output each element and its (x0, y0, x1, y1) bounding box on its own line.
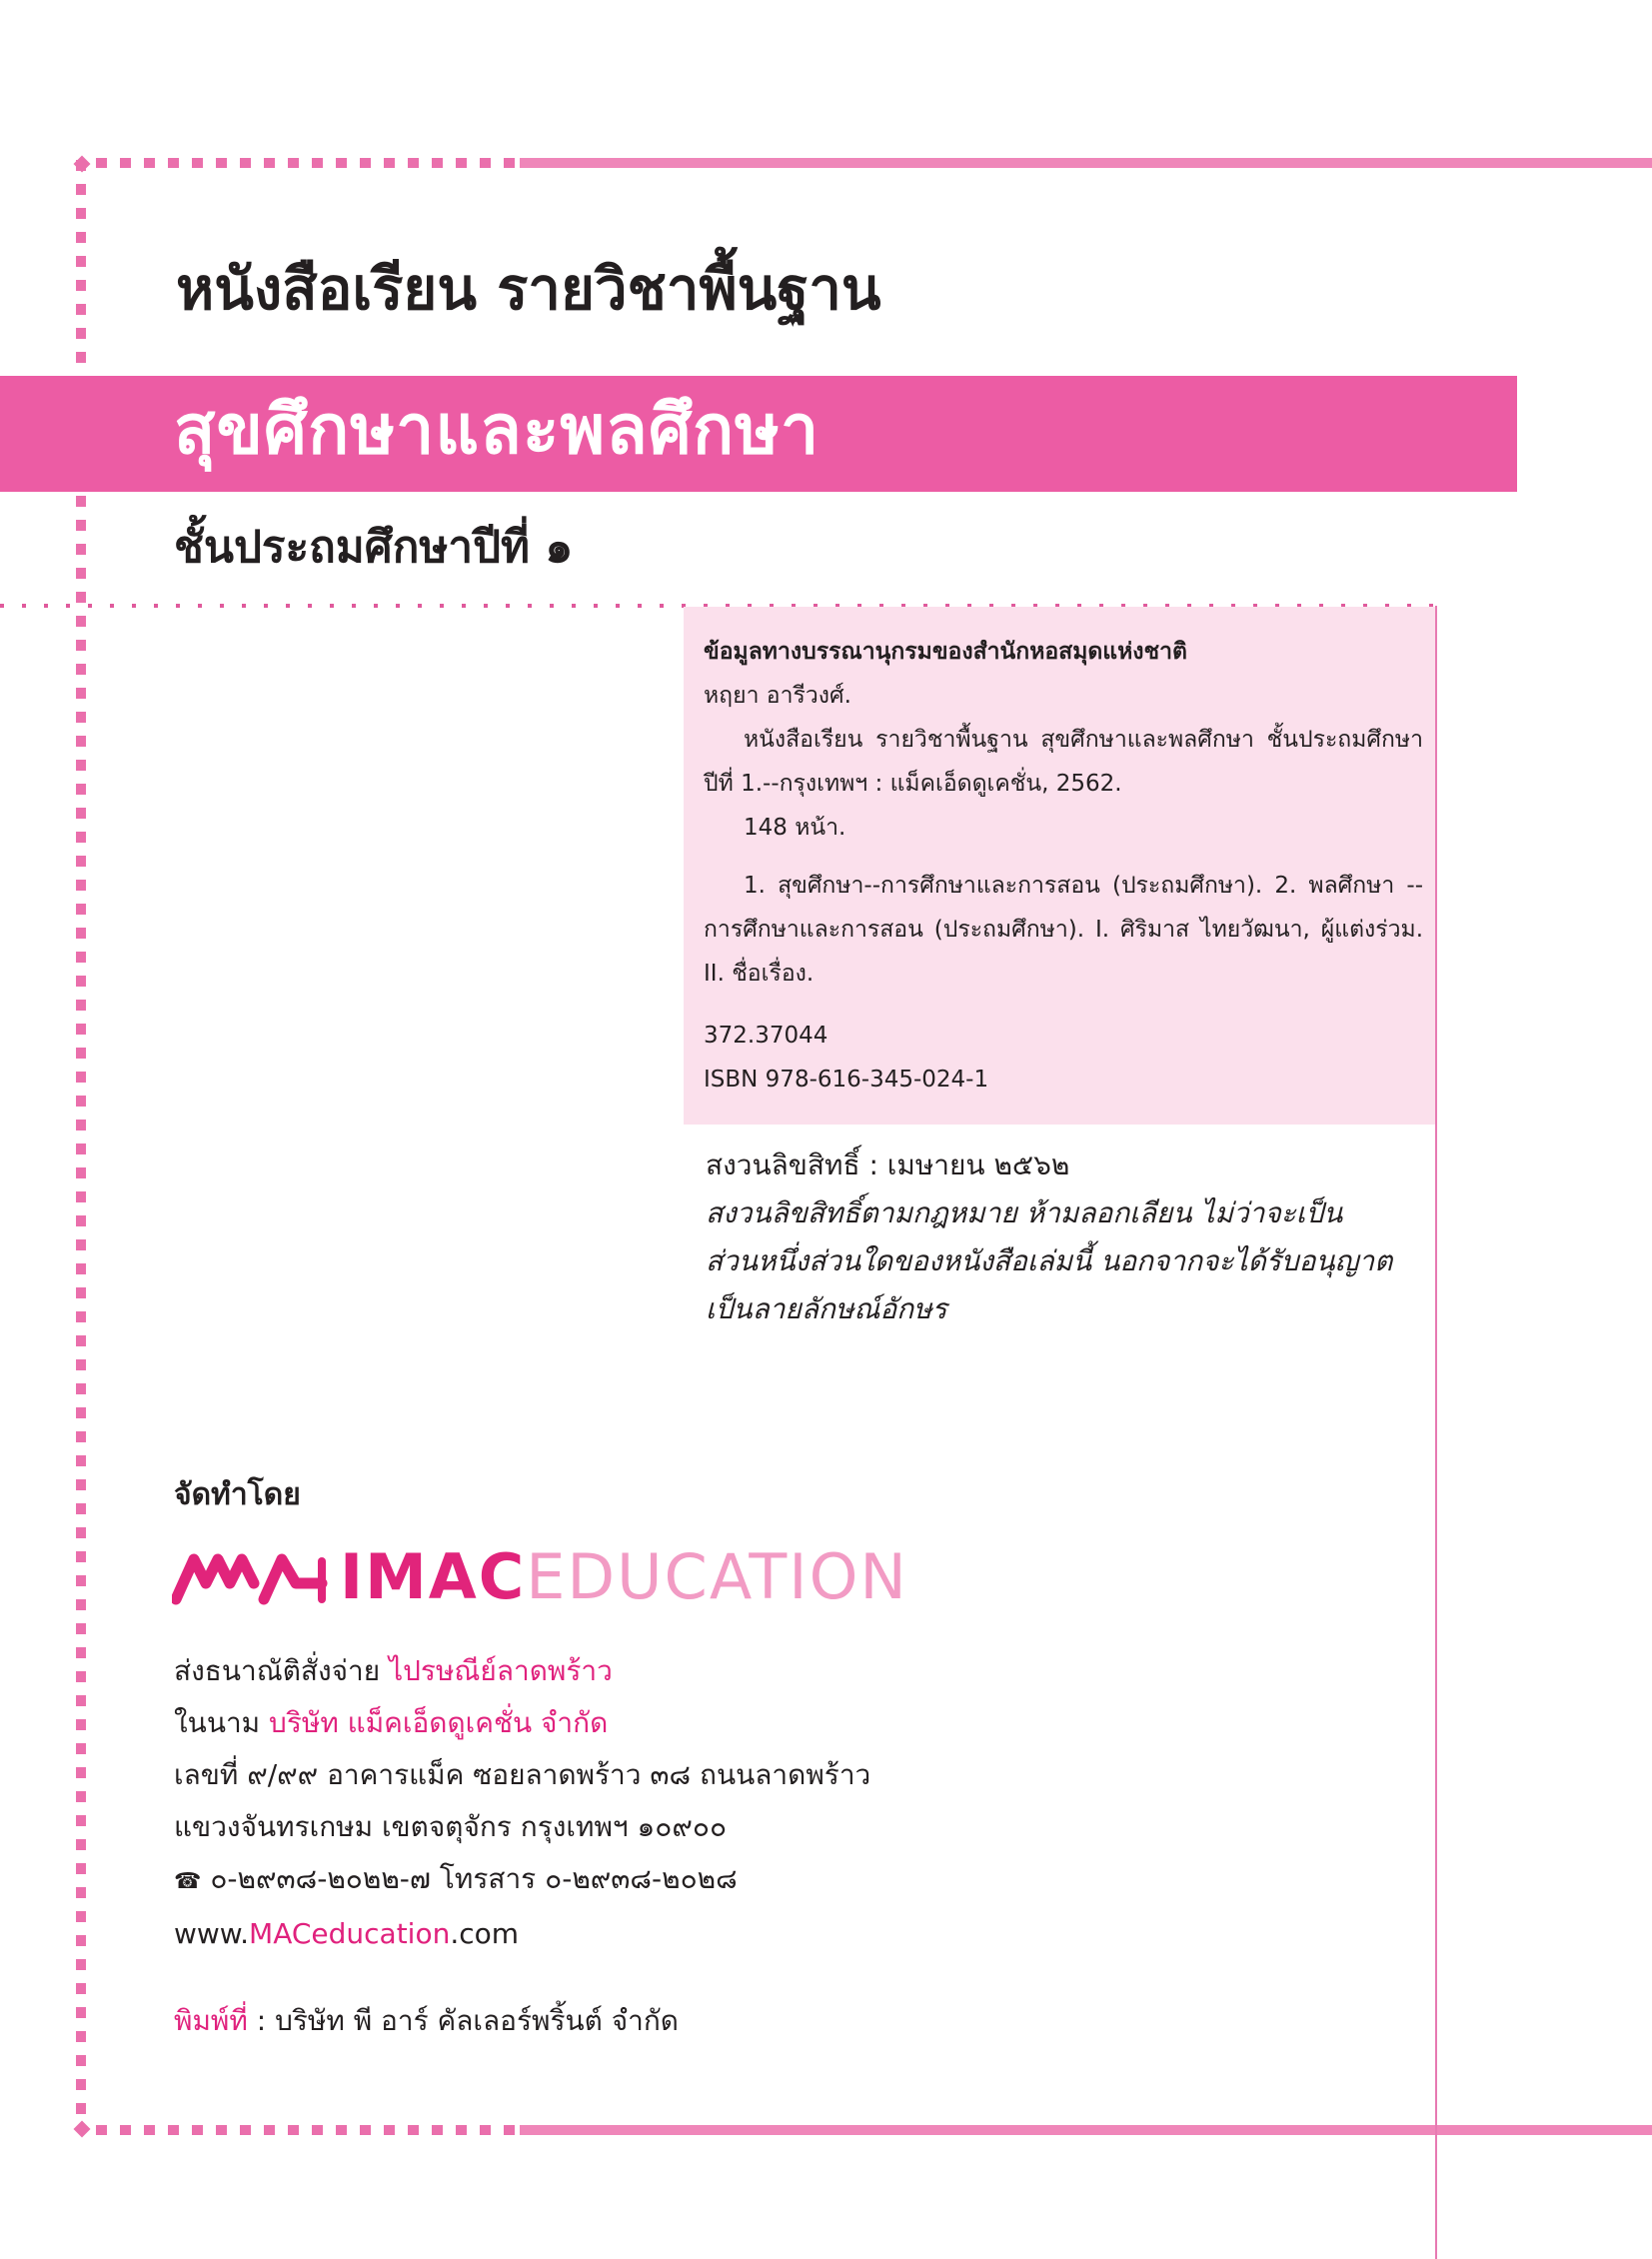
publisher-contact (174, 1645, 870, 1960)
phone-line (174, 1853, 870, 1908)
cip-title-statement-text: หนังสือเรียน รายวิชาพื้นฐาน สุขศึกษาและพลศึกษา ชั้นประถมศึกษา ปีที่ 1.--กรุงเทพฯ : แม็คเอ็ดดูเคชั่น, 2562. (704, 727, 1423, 797)
cip-title-statement (704, 718, 1423, 806)
cip-record (704, 630, 1423, 1102)
money-order-line (174, 1645, 870, 1697)
book-type-title: หนังสือเรียน รายวิชาพื้นฐาน (176, 255, 881, 323)
in-name-line (174, 1697, 870, 1749)
telephone-icon: ☎ (174, 1869, 202, 1894)
website-suffix: .com (450, 1917, 520, 1950)
frame-dashed-top (96, 158, 516, 168)
address-line-1: เลขที่ ๙/๙๙ อาคารแม็ค ซอยลาดพร้าว ๓๘ ถนนลาดพร้าว (174, 1758, 871, 1791)
printer-value: : บริษัท พี อาร์ คัลเลอร์พริ้นต์ จำกัด (247, 2004, 679, 2037)
logo-wordmark (340, 1539, 908, 1615)
frame-solid-top (520, 158, 1652, 168)
cip-heading: ข้อมูลทางบรรณานุกรมของสำนักหอสมุดแห่งชาติ (704, 639, 1187, 665)
logo-wordmark-imac: IMAC (340, 1540, 527, 1613)
cip-pages: 148 หน้า. (744, 815, 846, 841)
right-vertical-rule (1435, 606, 1437, 2259)
money-order-value: ไปรษณีย์ลาดพร้าว (389, 1654, 613, 1687)
cip-isbn: ISBN 978-616-345-024-1 (704, 1067, 989, 1093)
frame-dashed-bottom (96, 2125, 516, 2135)
copyright-notice-2: ส่วนหนึ่งส่วนใดของหนังสือเล่มนี้ นอกจากจะได้รับอนุญาต (706, 1244, 1393, 1277)
mac-education-logo (172, 1539, 921, 1615)
address-line-2: แขวงจันทรเกษม เขตจตุจักร กรุงเทพฯ ๑๐๙๐๐ (174, 1810, 728, 1843)
made-by-label: จัดทำโดย (174, 1477, 301, 1512)
in-name-label: ในนาม (174, 1706, 261, 1739)
printer-line (174, 1999, 679, 2043)
cip-author: หฤยา อารีวงศ์. (704, 683, 851, 709)
grade-level: ชั้นประถมศึกษาปีที่ ๑ (174, 522, 574, 573)
frame-solid-bottom (520, 2125, 1652, 2135)
mac-logo-mark-icon (172, 1547, 332, 1607)
printer-label: พิมพ์ที่ (174, 2004, 248, 2037)
in-name-value: บริษัท แม็คเอ็ดดูเคชั่น จำกัด (269, 1706, 609, 1739)
money-order-label: ส่งธนาณัติสั่งจ่าย (174, 1654, 381, 1687)
phone-number: ๐-๒๙๓๘-๒๐๒๒-๗ โทรสาร ๐-๒๙๓๘-๒๐๒๘ (210, 1862, 738, 1895)
website-link[interactable] (174, 1908, 870, 1960)
website-prefix: www. (174, 1917, 250, 1950)
website-brand: MACeducation (249, 1917, 451, 1950)
cip-classification: 372.37044 (704, 1023, 828, 1049)
subject-title: สุขศึกษาและพลศึกษา (174, 391, 821, 470)
cip-subjects-text: 1. สุขศึกษา--การศึกษาและการสอน (ประถมศึกษา). 2. พลศึกษา --การศึกษาและการสอน (ประถมศึกษา). I. ศิริมาส ไทยวัฒนา, ผู้แต่งร่วม. II. ชื่อเรื่อง. (704, 873, 1423, 987)
copyright-notice-3: เป็นลายลักษณ์อักษร (706, 1292, 947, 1325)
copyright-notice-1: สงวนลิขสิทธิ์ตามกฎหมาย ห้ามลอกเลียน ไม่ว่าจะเป็น (706, 1196, 1343, 1229)
cip-subjects (704, 864, 1423, 996)
copyright-date: สงวนลิขสิทธิ์ : เมษายน ๒๕๖๒ (706, 1148, 1070, 1181)
copyright-block (706, 1141, 1405, 1333)
logo-wordmark-education: EDUCATION (526, 1540, 908, 1613)
